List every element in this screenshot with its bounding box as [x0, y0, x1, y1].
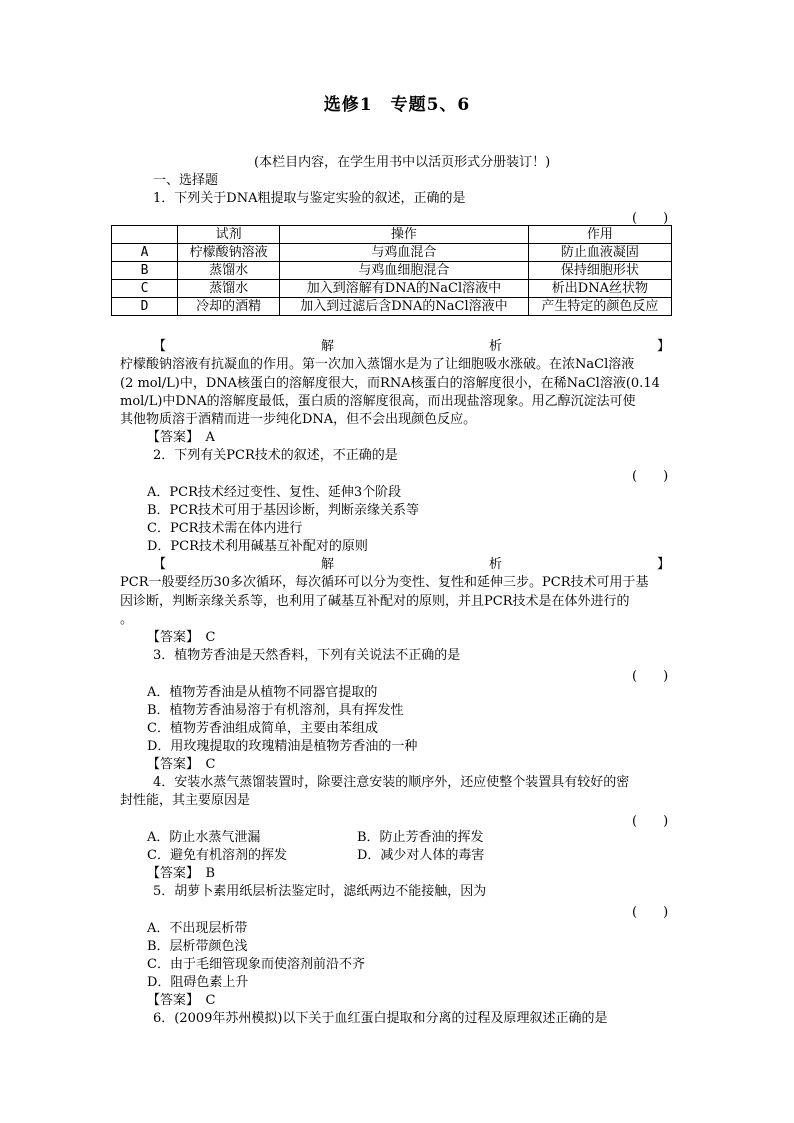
- table-cell: B: [112, 262, 178, 280]
- page-title: 选修1 专题5、6: [323, 95, 471, 115]
- analysis-text: 因诊断，判断亲缘关系等，也利用了碱基互补配对的原则，并且PCR技术是在体外进行的: [120, 594, 630, 609]
- analysis-text: 其他物质溶于酒精而进一步纯化DNA，但不会出现颜色反应。: [120, 412, 477, 427]
- analysis-label-part: 析: [488, 339, 502, 354]
- table-header: 作用: [528, 226, 671, 244]
- answer-blank-5: ( ): [632, 905, 669, 920]
- table-cell: [178, 244, 280, 262]
- table-cell: 加入到过滤后含DNA的NaCl溶液中: [280, 298, 529, 316]
- table-header: 操作: [280, 226, 529, 244]
- table-cell: C: [112, 280, 178, 298]
- answer-3: 【答案】 C: [147, 757, 216, 772]
- analysis-label-part: 【: [153, 557, 167, 572]
- option-item: C．避免有机溶剂的挥发: [147, 848, 287, 863]
- question-2-stem: 2．下列有关PCR技术的叙述，不正确的是: [153, 448, 398, 463]
- option-item: B．PCR技术可用于基因诊断，判断亲缘关系等: [147, 503, 420, 518]
- question-6-stem: 6．(2009年苏州模拟)以下关于血红蛋白提取和分离的过程及原理叙述正确的是: [153, 1011, 608, 1026]
- analysis-text: PCR一般要经历30多次循环，每次循环可以分为变性、复性和延伸三步。PCR技术可用于基: [120, 575, 649, 590]
- table-cell: 加入到溶解有DNA的NaCl溶液中: [280, 280, 529, 298]
- question-5-stem: 5．胡萝卜素用纸层析法鉴定时，滤纸两边不能接触，因为: [153, 884, 487, 899]
- binding-note: (本栏目内容，在学生用书中以活页形式分册装订！): [254, 155, 551, 170]
- analysis-text: 。: [120, 612, 134, 627]
- option-item: D．阻碍色素上升: [147, 975, 249, 990]
- table-cell: 与鸡血混合: [280, 244, 529, 262]
- analysis-label: [153, 338, 670, 356]
- analysis-label-part: 】: [656, 339, 670, 354]
- option-item: A．植物芳香油是从植物不同器官提取的: [147, 685, 378, 700]
- analysis-label: [153, 556, 670, 574]
- question-3-stem: 3．植物芳香油是天然香料，下列有关说法不正确的是: [153, 648, 461, 663]
- option-item: C．由于毛细管现象而使溶剂前沿不齐: [147, 957, 365, 972]
- analysis-text: (2 mol/L)中，DNA核蛋白的溶解度很大，而RNA核蛋白的溶解度很小，在稀NaCl溶液(0.14: [120, 376, 660, 391]
- answer-4: 【答案】 B: [147, 866, 216, 881]
- analysis-label-part: 析: [488, 557, 502, 572]
- answer-5: 【答案】 C: [147, 993, 216, 1008]
- answer-blank-3: ( ): [632, 669, 669, 684]
- table-cell: A: [112, 244, 178, 262]
- option-item: D．用玫瑰提取的玫瑰精油是植物芳香油的一种: [147, 739, 418, 754]
- option-item: A．防止水蒸气泄漏: [147, 830, 261, 845]
- option-item: C．植物芳香油组成简单，主要由苯组成: [147, 721, 378, 736]
- analysis-text: 柠檬酸钠溶液有抗凝血的作用。第一次加入蒸馏水是为了让细胞吸水涨破。在浓NaCl溶液: [120, 357, 635, 372]
- table-header: [112, 226, 178, 244]
- question-4-stem: 4．安装水蒸气蒸馏装置时，除要注意安装的顺序外，还应使整个装置具有较好的密: [153, 775, 630, 790]
- option-item: A．不出现层析带: [147, 921, 248, 936]
- option-item: D．PCR技术利用碱基互补配对的原则: [147, 539, 368, 554]
- analysis-label-part: 】: [656, 557, 670, 572]
- table-row: [112, 298, 672, 316]
- options-table: [111, 225, 672, 316]
- table-cell: D: [112, 298, 178, 316]
- table-header: 试剂: [178, 226, 280, 244]
- answer-blank-4: ( ): [632, 814, 669, 829]
- analysis-label-part: 【: [153, 339, 167, 354]
- table-cell: 蒸馏水: [178, 280, 280, 298]
- table-cell: 析出DNA丝状物: [528, 280, 671, 298]
- table-cell: 防止血液凝固: [528, 244, 671, 262]
- table-header-row: [112, 226, 672, 244]
- answer-1: 【答案】 A: [147, 430, 215, 445]
- table-cell: 冷却的酒精: [178, 298, 280, 316]
- answer-blank-2: ( ): [632, 469, 669, 484]
- question-4-stem: 封性能，其主要原因是: [120, 793, 251, 808]
- option-item: B．植物芳香油易溶于有机溶剂，具有挥发性: [147, 703, 404, 718]
- option-item: B．防止芳香油的挥发: [357, 830, 484, 845]
- table-row: [112, 244, 672, 262]
- table-row: [112, 262, 672, 280]
- question-1-stem: 1．下列关于DNA粗提取与鉴定实验的叙述，正确的是: [153, 191, 466, 206]
- option-item: B．层析带颜色浅: [147, 939, 248, 954]
- option-item: A．PCR技术经过变性、复性、延伸3个阶段: [147, 485, 402, 500]
- table-cell: 保持细胞形状: [528, 262, 671, 280]
- analysis-text: mol/L)中DNA的溶解度最低，蛋白质的溶解度很高，而出现盐溶现象。用乙醇沉淀法可使: [120, 394, 636, 409]
- table-cell: 蒸馏水: [178, 262, 280, 280]
- section-heading: 一、选择题: [153, 173, 219, 188]
- option-item: C．PCR技术需在体内进行: [147, 521, 303, 536]
- table-row: [112, 280, 672, 298]
- table-cell: 产生特定的颜色反应: [528, 298, 671, 316]
- analysis-label-part: 解: [320, 557, 334, 572]
- option-item: D．减少对人体的毒害: [357, 848, 485, 863]
- analysis-label-part: 解: [320, 339, 334, 354]
- answer-blank-1: ( ): [632, 211, 669, 226]
- table-cell-text: 柠檬酸钠溶液: [189, 245, 268, 260]
- answer-2: 【答案】 C: [147, 630, 216, 645]
- table-cell: 与鸡血细胞混合: [280, 262, 529, 280]
